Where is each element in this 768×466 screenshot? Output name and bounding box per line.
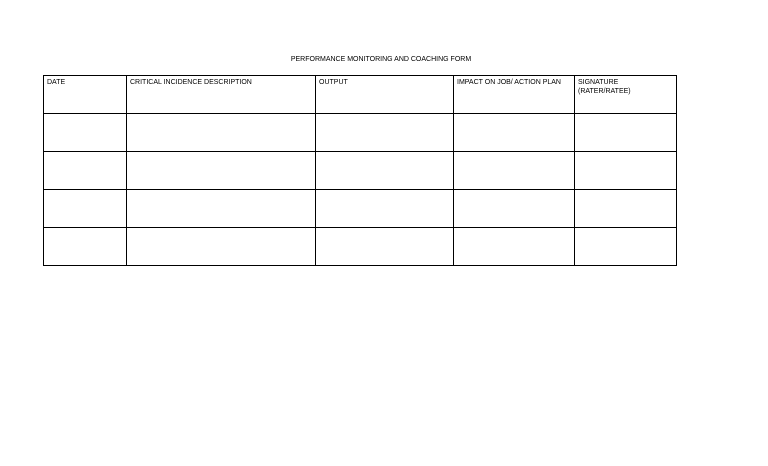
critical-incidence-cell[interactable] bbox=[127, 152, 316, 190]
signature-cell[interactable] bbox=[575, 228, 677, 266]
table-row bbox=[44, 228, 677, 266]
impact-action-plan-cell[interactable] bbox=[454, 114, 575, 152]
signature-cell[interactable] bbox=[575, 114, 677, 152]
column-header-critical-incidence bbox=[127, 76, 316, 114]
date-cell[interactable] bbox=[44, 190, 127, 228]
column-header-label: SIGNATURE (RATER/RATEE) bbox=[578, 79, 631, 95]
output-cell[interactable] bbox=[316, 152, 454, 190]
critical-incidence-cell[interactable] bbox=[127, 114, 316, 152]
column-header-label: DATE bbox=[47, 79, 66, 86]
impact-action-plan-cell[interactable] bbox=[454, 190, 575, 228]
output-cell[interactable] bbox=[316, 190, 454, 228]
critical-incidence-cell[interactable] bbox=[127, 190, 316, 228]
form-title: PERFORMANCE MONITORING AND COACHING FORM bbox=[290, 56, 472, 63]
column-header-output bbox=[316, 76, 454, 114]
signature-cell[interactable] bbox=[575, 152, 677, 190]
column-header-date bbox=[44, 76, 127, 114]
table-row bbox=[44, 152, 677, 190]
table-row bbox=[44, 190, 677, 228]
signature-cell[interactable] bbox=[575, 190, 677, 228]
date-cell[interactable] bbox=[44, 152, 127, 190]
coaching-form-table bbox=[43, 75, 677, 266]
date-cell[interactable] bbox=[44, 114, 127, 152]
column-header-label: CRITICAL INCIDENCE DESCRIPTION bbox=[130, 79, 252, 86]
output-cell[interactable] bbox=[316, 228, 454, 266]
column-header-signature bbox=[575, 76, 677, 114]
column-header-impact-action-plan bbox=[454, 76, 575, 114]
column-header-label: IMPACT ON JOB/ ACTION PLAN bbox=[457, 79, 561, 86]
impact-action-plan-cell[interactable] bbox=[454, 152, 575, 190]
column-header-label: OUTPUT bbox=[319, 79, 348, 86]
output-cell[interactable] bbox=[316, 114, 454, 152]
date-cell[interactable] bbox=[44, 228, 127, 266]
critical-incidence-cell[interactable] bbox=[127, 228, 316, 266]
table-header-row bbox=[44, 76, 677, 114]
table-row bbox=[44, 114, 677, 152]
impact-action-plan-cell[interactable] bbox=[454, 228, 575, 266]
